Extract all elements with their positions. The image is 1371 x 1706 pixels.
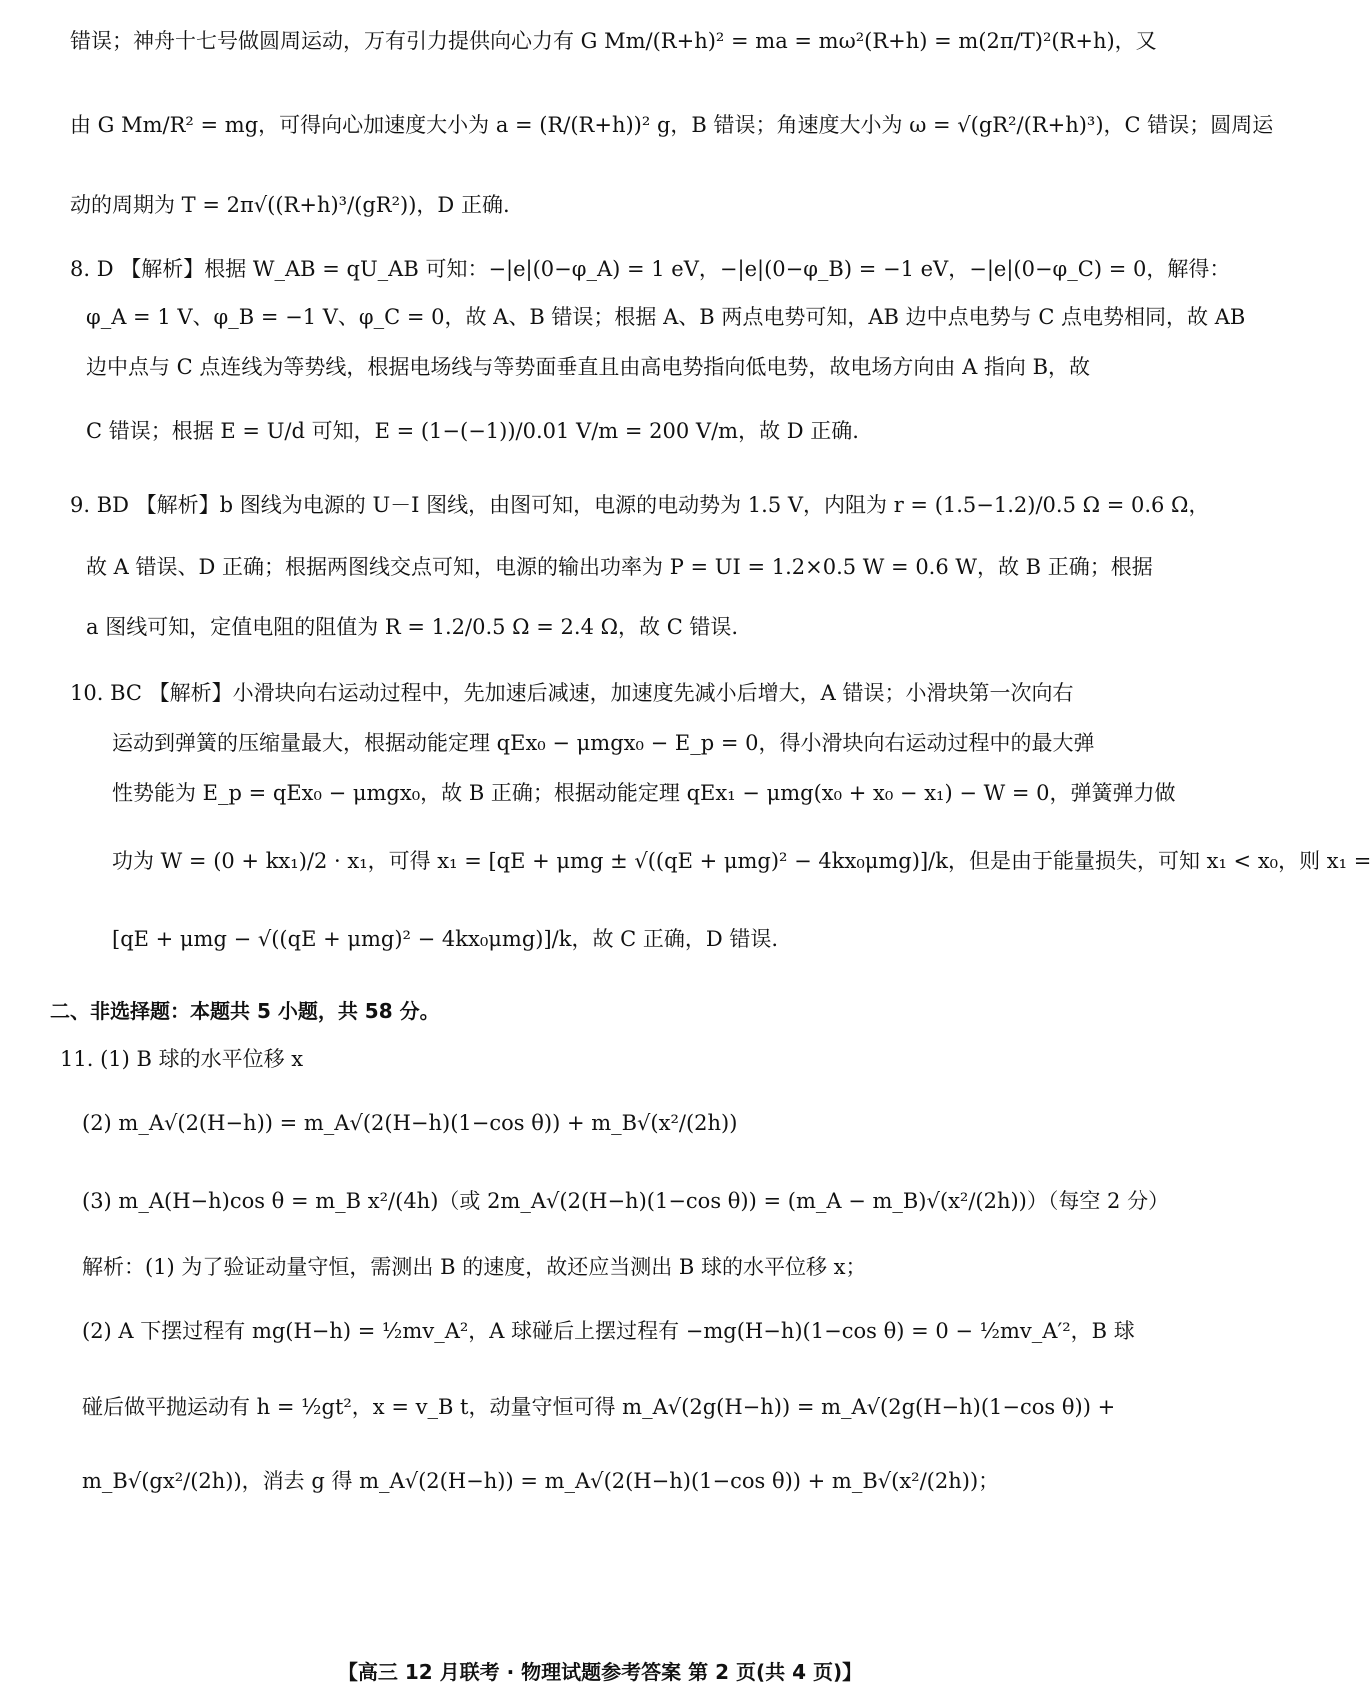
page-footer: 【高三 12 月联考 · 物理试题参考答案 第 2 页(共 4 页)】 (337, 1660, 863, 1684)
text-line: φ_A = 1 V、φ_B = −1 V、φ_C = 0，故 A、B 错误；根据 A、B 两点电势可知，AB 边中点电势与 C 点电势相同，故 AB (86, 305, 1246, 329)
text-line: 由 G Mm/R² = mg，可得向心加速度大小为 a = (R/(R+h))² g，B 错误；角速度大小为 ω = √(gR²/(R+h)³)，C 错误；圆周运 (70, 113, 1274, 137)
text-line: (2) m_A√(2(H−h)) = m_A√(2(H−h)(1−cos θ)) + m_B√(x²/(2h)) (82, 1111, 738, 1135)
text-line: a 图线可知，定值电阻的阻值为 R = 1.2/0.5 Ω = 2.4 Ω，故 C 错误. (86, 615, 739, 639)
text-line: 性势能为 E_p = qEx₀ − μmgx₀，故 B 正确；根据动能定理 qEx₁ − μmg(x₀ + x₀ − x₁) − W = 0，弹簧弹力做 (112, 781, 1176, 805)
text-line: 8. D 【解析】根据 W_AB = qU_AB 可知：−|e|(0−φ_A) = 1 eV，−|e|(0−φ_B) = −1 eV，−|e|(0−φ_C) = 0，解得： (70, 257, 1231, 281)
text-line: 动的周期为 T = 2π√((R+h)³/(gR²))，D 正确. (70, 193, 510, 217)
text-line: (2) A 下摆过程有 mg(H−h) = ½mv_A²，A 球碰后上摆过程有 −mg(H−h)(1−cos θ) = 0 − ½mv_A′²，B 球 (82, 1319, 1135, 1343)
text-line: [qE + μmg − √((qE + μmg)² − 4kx₀μmg)]/k，故 C 正确，D 错误. (112, 927, 779, 951)
text-line: 边中点与 C 点连线为等势线，根据电场线与等势面垂直且由高电势指向低电势，故电场方向由 A 指向 B，故 (86, 355, 1091, 379)
section-heading: 二、非选择题：本题共 5 小题，共 58 分。 (50, 999, 440, 1023)
text-line: 解析：(1) 为了验证动量守恒，需测出 B 的速度，故还应当测出 B 球的水平位移 x； (82, 1255, 867, 1279)
text-line: 11. (1) B 球的水平位移 x (60, 1047, 304, 1071)
text-line: 功为 W = (0 + kx₁)/2 · x₁，可得 x₁ = [qE + μmg ± √((qE + μmg)² − 4kx₀μmg)]/k，但是由于能量损失，可知 x₁ < x₀，则 x₁ = (112, 849, 1371, 873)
text-line: 10. BC 【解析】小滑块向右运动过程中，先加速后减速，加速度先减小后增大，A 错误；小滑块第一次向右 (70, 681, 1074, 705)
text-line: (3) m_A(H−h)cos θ = m_B x²/(4h)（或 2m_A√(2(H−h)(1−cos θ)) = (m_A − m_B)√(x²/(2h))）（每空 2 分） (82, 1189, 1170, 1213)
text-line: C 错误；根据 E = U/d 可知，E = (1−(−1))/0.01 V/m = 200 V/m，故 D 正确. (86, 419, 859, 443)
text-line: m_B√(gx²/(2h))，消去 g 得 m_A√(2(H−h)) = m_A√(2(H−h)(1−cos θ)) + m_B√(x²/(2h))； (82, 1469, 1000, 1493)
text-line: 9. BD 【解析】b 图线为电源的 U－I 图线，由图可知，电源的电动势为 1.5 V，内阻为 r = (1.5−1.2)/0.5 Ω = 0.6 Ω， (70, 493, 1210, 517)
text-line: 错误；神舟十七号做圆周运动，万有引力提供向心力有 G Mm/(R+h)² = ma = mω²(R+h) = m(2π/T)²(R+h)，又 (70, 29, 1157, 53)
text-line: 运动到弹簧的压缩量最大，根据动能定理 qEx₀ − μmgx₀ − E_p = 0，得小滑块向右运动过程中的最大弹 (112, 731, 1095, 755)
text-line: 故 A 错误、D 正确；根据两图线交点可知，电源的输出功率为 P = UI = 1.2×0.5 W = 0.6 W，故 B 正确；根据 (86, 555, 1153, 579)
text-line: 碰后做平抛运动有 h = ½gt²，x = v_B t，动量守恒可得 m_A√(2g(H−h)) = m_A√(2g(H−h)(1−cos θ)) + (82, 1395, 1116, 1419)
